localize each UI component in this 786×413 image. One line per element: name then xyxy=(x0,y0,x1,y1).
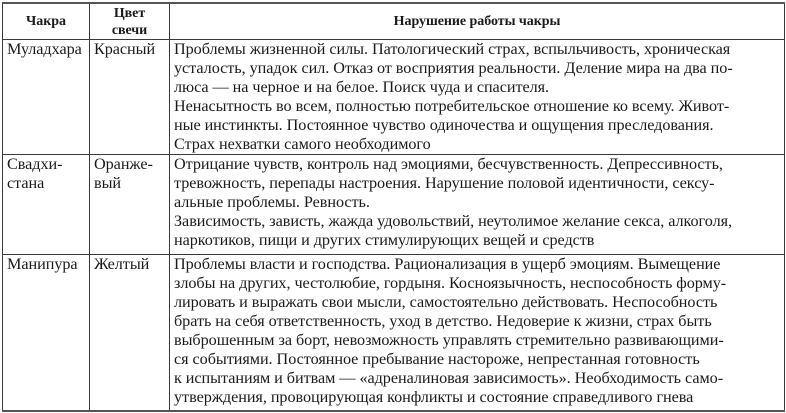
description-line: Ненасытность во всем, полностью потребительское отношение ко всему. Живот- xyxy=(174,97,730,115)
chakra-name-cell xyxy=(3,40,90,155)
description-line: усталость, упадок сил. Отказ от восприятия реальности. Деление мира на два по- xyxy=(174,59,733,77)
disorder-description-cell xyxy=(170,40,785,155)
candle-color: Желтый xyxy=(94,255,150,273)
disorder-description-cell xyxy=(170,255,785,412)
candle-color-cell xyxy=(90,155,170,255)
description-line: ся событиями. Постоянное пребывание настороже, непрестанная готовность xyxy=(174,350,700,368)
chakra-name-line: Свадхи- xyxy=(7,155,63,173)
candle-color: Красный xyxy=(94,40,156,58)
description-line: к испытаниям и битвам — «адреналиновая зависимость». Необходимость само- xyxy=(174,369,724,387)
table-row-manipura xyxy=(3,255,785,412)
description-line: Зависимость, зависть, жажда удовольствий, неутолимое желание секса, алкоголя, xyxy=(174,212,732,230)
header-candle-color xyxy=(90,3,170,40)
description-line: Страх нехватки самого необходимого xyxy=(174,135,431,153)
description-line: наркотиков, пищи и других стимулирующих вещей и средств xyxy=(174,231,595,249)
header-chakra: Чакра xyxy=(3,3,90,40)
description-line: лировать и выражать свои мысли, самостоятельно действовать. Неспособность xyxy=(174,293,718,311)
chakra-name: Манипура xyxy=(7,255,78,273)
description-line: брать на себя ответственность, уход в детство. Недоверие к жизни, страх быть xyxy=(174,312,712,330)
table-row-muladhara xyxy=(3,40,785,155)
description-line: тревожность, перепады настроения. Нарушение половой идентичности, сексу- xyxy=(174,174,715,192)
chakra-name: Муладхара xyxy=(7,40,82,58)
description-line: злобы на других, честолюбие, гордыня. Косноязычность, неспособность форму- xyxy=(174,274,727,292)
disorder-description-cell xyxy=(170,155,785,255)
header-row xyxy=(3,3,785,40)
description-line: Проблемы власти и господства. Рационализация в ущерб эмоциям. Вымещение xyxy=(174,255,721,273)
header-disorder: Нарушение работы чакры xyxy=(170,3,785,40)
candle-color-cell xyxy=(90,255,170,412)
description-line: ные инстинкты. Постоянное чувство одиночества и ощущения преследования. xyxy=(174,116,714,134)
chakra-name-cell xyxy=(3,155,90,255)
header-candle-color-line1: Цвет xyxy=(113,5,146,21)
table-row-svadhisthana xyxy=(3,155,785,255)
chakra-disorders-table xyxy=(2,2,785,412)
chakra-name-cell xyxy=(3,255,90,412)
header-candle-color-line2: свечи xyxy=(111,22,148,38)
description-line: Проблемы жизненной силы. Патологический страх, вспыльчивость, хроническая xyxy=(174,40,731,58)
description-line: альные проблемы. Ревность. xyxy=(174,193,370,211)
description-line: выброшенным за борт, невозможность управлять стремительно развивающими- xyxy=(174,331,724,349)
candle-color-cell xyxy=(90,40,170,155)
description-line: Отрицание чувств, контроль над эмоциями, бесчувственность. Депрессивность, xyxy=(174,155,723,173)
description-line: утверждения, провоцирующая конфликты и состояние справедливого гнева xyxy=(174,388,694,406)
candle-color-line: вый xyxy=(94,174,122,192)
chakra-name-line: стана xyxy=(7,174,45,192)
description-line: люса — на черное и на белое. Поиск чуда и спасителя. xyxy=(174,78,550,96)
candle-color-line: Оранже- xyxy=(94,155,153,173)
